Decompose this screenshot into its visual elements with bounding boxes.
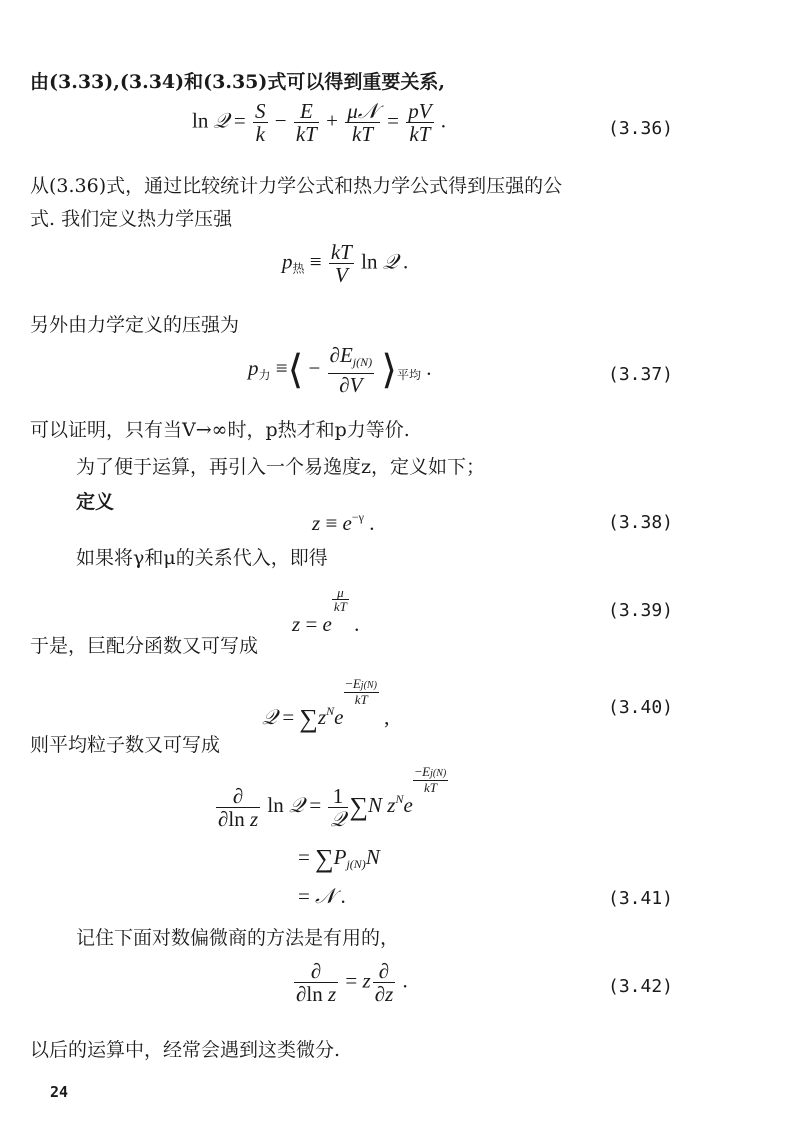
equation-3-38: $z \equiv e^{-\gamma}$ . [312, 510, 375, 535]
text-line-10: 则平均粒子数又可写成 [30, 734, 221, 756]
text-line-9: 于是，巨配分函数又可写成 [30, 635, 259, 657]
text-line-5: 可以证明，只有当V→∞时，p热才和p力等价. [30, 419, 410, 441]
text-line-6: 为了便于运算，再引入一个易逸度z，定义如下； [76, 456, 486, 478]
equation-number-3-39: (3.39) [608, 600, 674, 621]
equation-3-39: z = e $\frac{\mu}{kT}$ . [292, 585, 360, 636]
equation-number-3-36: (3.36) [608, 118, 674, 139]
text-line-11: 记住下面对数偏微商的方法是有用的， [76, 927, 400, 949]
equation-3-37: $p_力$ ≡⟨ − $\frac{\partial E_{j(N)}}{\partial V}$ $⟩_{平均}$ . [248, 343, 432, 397]
equation-p-thermal: $p_热$ ≡ $\frac{kT}{V}$ ln 𝒬 . [282, 240, 409, 287]
equation-number-3-41: (3.41) [608, 888, 674, 909]
text-line-12: 以后的运算中，经常会遇到这类微分. [30, 1039, 341, 1061]
equation-3-41-line-1: $\frac{\partial}{\text{∂ln z}}$ ln 𝒬 = $\frac{1}{\text{𝒬}}$ ∑N $z^Ne$ $\frac{-Ej(N)}{kT}$ [218, 764, 447, 831]
text-line-1: 由(3.33),(3.34)和(3.35)式可以得到重要关系, [30, 71, 445, 93]
equation-number-3-42: (3.42) [608, 976, 674, 997]
text-line-8: 如果将γ和μ的关系代入，即得 [76, 547, 328, 569]
equation-number-3-38: (3.38) [608, 512, 674, 533]
text-line-3: 式. 我们定义热力学压强 [30, 208, 233, 230]
text-line-4: 另外由力学定义的压强为 [30, 314, 240, 336]
equation-3-41-line-3: = 𝒩 . [298, 884, 346, 908]
equation-3-36: ln 𝒬 = $\frac{S}{k}$ − $\frac{E}{kT}$ + $\frac{\text{μ𝒩}}{kT}$ = $\frac{pV}{kT}$ . [192, 99, 447, 146]
page-number: 24 [50, 1083, 69, 1101]
equation-3-42: $\frac{\partial}{\text{∂ln z}}$ = z $\frac{\partial}{\partial z}$ . [296, 959, 408, 1006]
text-line-7: 定义 [76, 491, 115, 513]
equation-number-3-37: (3.37) [608, 364, 674, 385]
equation-3-40: 𝒬 = $\sum z^Ne$ $\frac{-Ej(N)}{kT}$ , [262, 676, 390, 733]
text-line-2: 从(3.36)式，通过比较统计力学公式和热力学公式得到压强的公 [30, 175, 563, 197]
equation-3-41-line-2: = $\sum P_{j(N)}N$ [298, 844, 380, 873]
equation-number-3-40: (3.40) [608, 697, 674, 718]
